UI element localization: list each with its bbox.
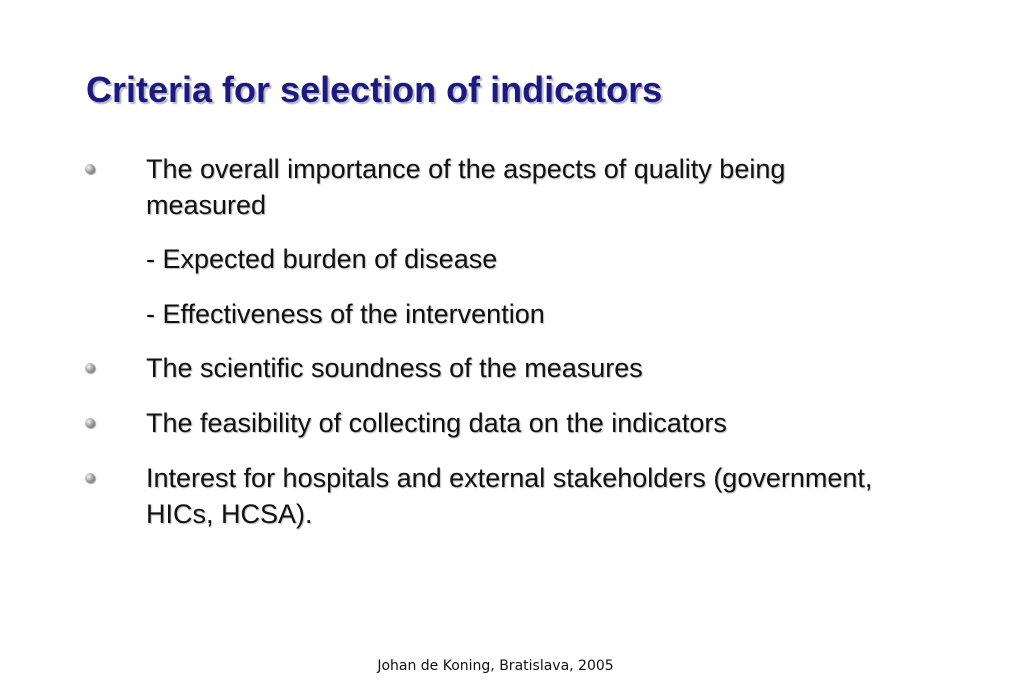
bullet-text: The scientific soundness of the measures — [146, 353, 643, 383]
bullet-item-interest — [146, 460, 906, 532]
sphere-bullet-icon — [85, 418, 95, 428]
slide-footer — [0, 657, 1023, 675]
bullet-item-feasibility — [146, 405, 906, 441]
bullet-item-importance — [146, 151, 906, 223]
sphere-bullet-icon — [85, 473, 95, 483]
bullet-text: The feasibility of collecting data on the indicators — [146, 408, 727, 438]
sphere-bullet-icon — [85, 164, 95, 174]
bullet-text: Interest for hospitals and external stakeholders (government, HICs, HCSA). — [146, 463, 873, 529]
footer-text: Johan de Koning, Bratislava, 2005 — [377, 658, 614, 674]
sub-item-burden — [146, 241, 906, 277]
sub-item-effectiveness — [146, 296, 906, 332]
bullet-item-soundness — [146, 350, 906, 386]
bullet-text: The overall importance of the aspects of quality being measured — [146, 154, 786, 220]
sphere-bullet-icon — [85, 363, 95, 373]
sub-item-text: - Expected burden of disease — [146, 244, 498, 274]
sub-item-text: - Effectiveness of the intervention — [146, 299, 545, 329]
slide-title: Criteria for selection of indicators — [86, 69, 663, 110]
